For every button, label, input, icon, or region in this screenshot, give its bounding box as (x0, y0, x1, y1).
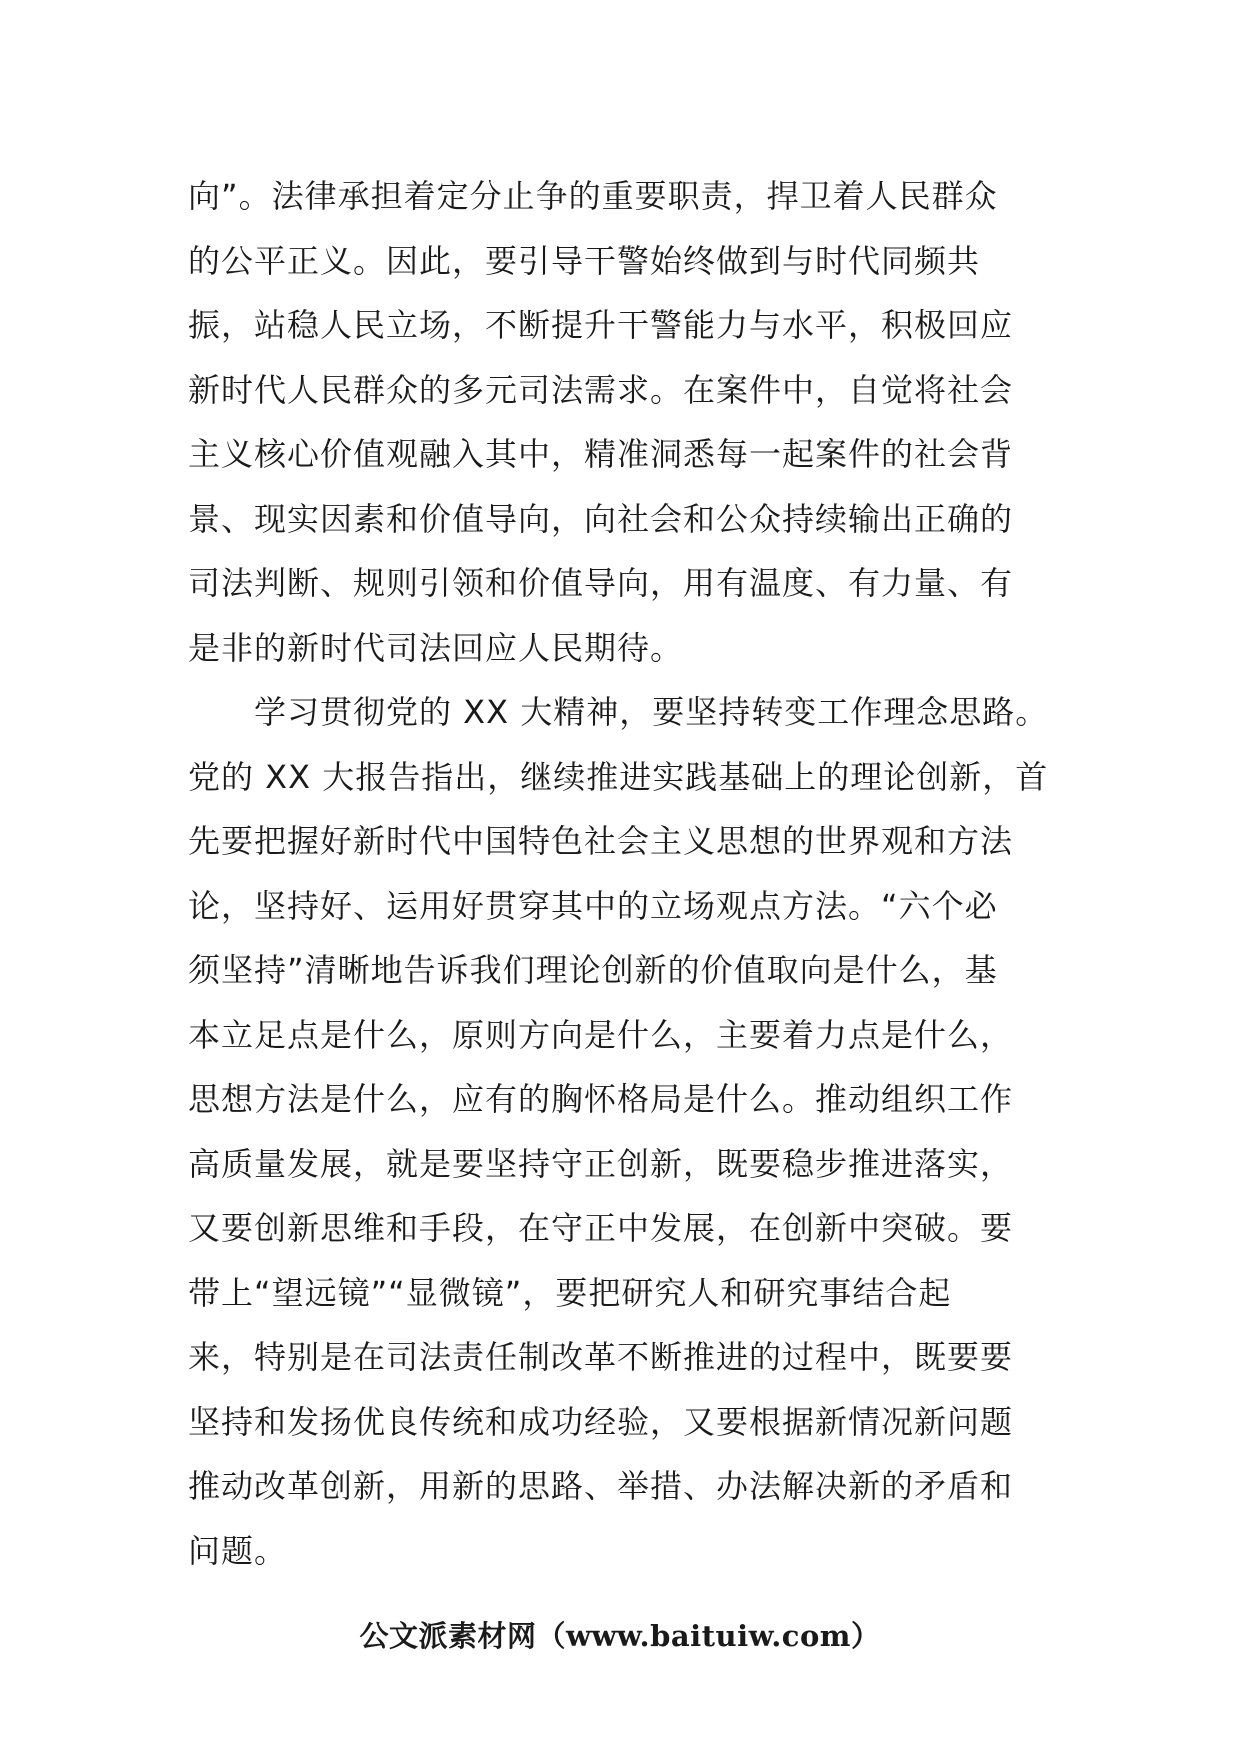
text-line: 须坚持”清晰地告诉我们理论创新的价值取向是什么，基 (188, 951, 998, 989)
text-line: 来，特别是在司法责任制改革不断推进的过程中，既要要 (188, 1338, 1014, 1376)
text-line: 推动改革创新，用新的思路、举措、办法解决新的矛盾和 (188, 1467, 1014, 1505)
text-line: 新时代人民群众的多元司法需求。在案件中，自觉将社会 (188, 370, 1014, 409)
text-line: 向”。法律承担着定分止争的重要职责，捍卫着人民群众 (188, 177, 998, 215)
text-line: 思想方法是什么，应有的胸怀格局是什么。推动组织工作 (188, 1080, 1014, 1118)
text-line: 本立足点是什么，原则方向是什么，主要着力点是什么， (188, 1015, 1014, 1054)
text-line: 坚持和发扬优良传统和成功经验，又要根据新情况新问题 (188, 1402, 1014, 1441)
text-line: 先要把握好新时代中国特色社会主义思想的世界观和方法 (188, 822, 1014, 860)
text-line: 主义核心价值观融入其中，精准洞悉每一起案件的社会背 (188, 435, 1014, 473)
text-line: 司法判断、规则引领和价值导向，用有温度、有力量、有 (188, 564, 1014, 602)
text-line: 党的 XX 大报告指出，继续推进实践基础上的理论创新，首 (188, 757, 1049, 796)
text-line: 的公平正义。因此，要引导干警始终做到与时代同频共 (188, 241, 981, 280)
paragraph-lead-line: 学习贯彻党的 XX 大精神，要坚持转变工作理念思路。 (188, 693, 1049, 731)
text-line: 又要创新思维和手段，在守正中发展，在创新中突破。要 (188, 1209, 1014, 1247)
text-line: 振，站稳人民立场，不断提升干警能力与水平，积极回应 (188, 306, 1014, 344)
text-line: 景、现实因素和价值导向，向社会和公众持续输出正确的 (188, 499, 1014, 538)
text-line: 论，坚持好、运用好贯穿其中的立场观点方法。“六个必 (188, 886, 998, 925)
footer-watermark-text: 公文派素材网（www.baituiw.com） (359, 1619, 881, 1653)
text-line: 高质量发展，就是要坚持守正创新，既要稳步推进落实， (188, 1144, 1014, 1183)
body-text (188, 164, 1054, 1583)
text-line: 问题。 (188, 1531, 288, 1570)
text-line: 带上“望远镜”“显微镜”，要把研究人和研究事结合起 (188, 1273, 952, 1312)
text-line: 是非的新时代司法回应人民期待。 (188, 628, 684, 667)
